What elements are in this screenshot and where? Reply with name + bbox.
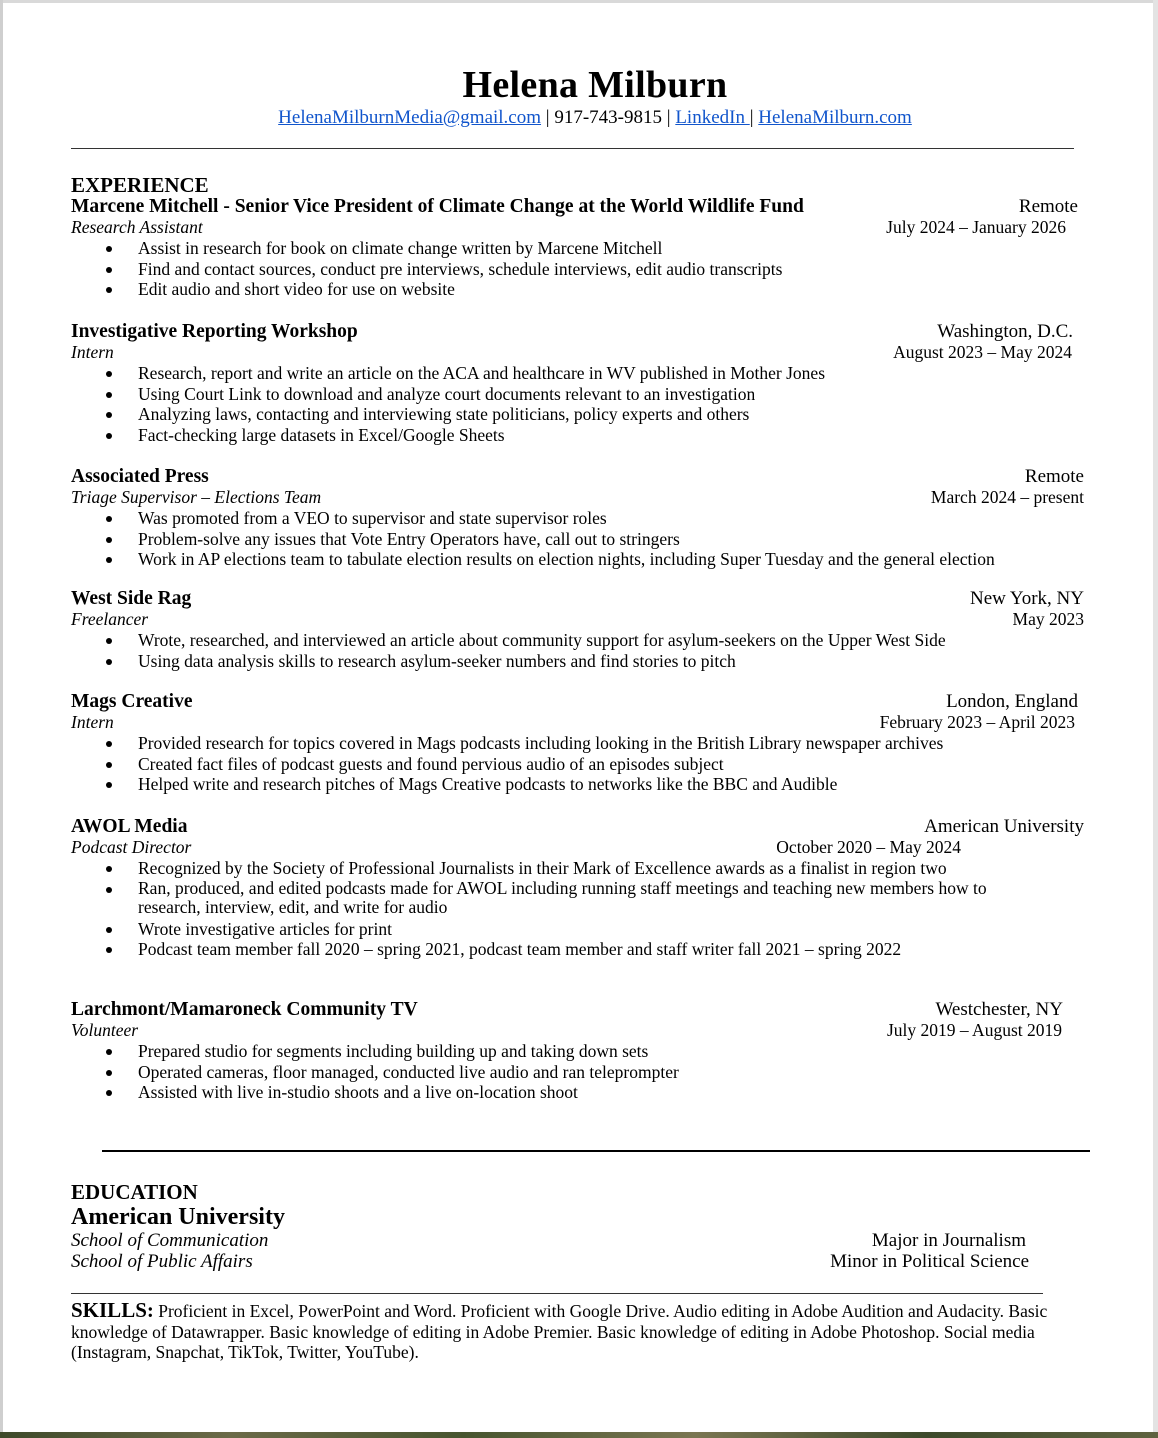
education-row bbox=[71, 1251, 1029, 1272]
job-location: American University bbox=[924, 816, 1084, 837]
job-bullets bbox=[71, 733, 1083, 795]
skills-section bbox=[71, 1300, 1071, 1363]
job-bullets bbox=[71, 1041, 1083, 1103]
list-item: Helped write and research pitches of Mags Creative podcasts to networks like the BBC and Audible bbox=[71, 774, 1083, 795]
job-dates: July 2019 – August 2019 bbox=[886, 1020, 1062, 1040]
job-bullets bbox=[71, 858, 1083, 960]
job-entry bbox=[71, 999, 1083, 1103]
list-item: Using Court Link to download and analyze court documents relevant to an investigation bbox=[71, 384, 1083, 405]
job-entry bbox=[71, 321, 1083, 446]
education-heading: EDUCATION bbox=[71, 1180, 198, 1204]
job-role: Volunteer bbox=[71, 1020, 139, 1040]
job-organization: West Side Rag bbox=[71, 588, 192, 609]
list-item: Recognized by the Society of Professional Journalists in their Mark of Excellence awards as a finalist in region two bbox=[71, 858, 1083, 879]
header-divider bbox=[71, 148, 1074, 149]
job-role: Freelancer bbox=[71, 609, 149, 629]
list-item: Wrote investigative articles for print bbox=[71, 919, 1083, 940]
contact-line bbox=[0, 106, 1158, 130]
list-item: Operated cameras, floor managed, conducted live audio and ran teleprompter bbox=[71, 1062, 1083, 1083]
resume-header bbox=[0, 62, 1158, 130]
list-item: Research, report and write an article on the ACA and healthcare in WV published in Mother Jones bbox=[71, 363, 1083, 384]
linkedin-link[interactable]: LinkedIn bbox=[675, 107, 750, 128]
page-edge bbox=[0, 0, 1158, 3]
list-item: Using data analysis skills to research asylum-seeker numbers and find stories to pitch bbox=[71, 651, 1083, 672]
list-item: Was promoted from a VEO to supervisor and state supervisor roles bbox=[71, 508, 1083, 529]
job-bullets bbox=[71, 630, 1083, 671]
job-entry bbox=[71, 466, 1083, 570]
job-dates: August 2023 – May 2024 bbox=[893, 342, 1072, 362]
list-item: Analyzing laws, contacting and interviewing state politicians, policy experts and others bbox=[71, 404, 1083, 425]
email-link[interactable]: HelenaMilburnMedia@gmail.com bbox=[278, 107, 542, 128]
skills-text: Proficient in Excel, PowerPoint and Word. Proficient with Google Drive. Audio editing in Adobe Audition and Audacity. Basic knowledge of Datawrapper. Basic knowledge of editing in Adobe Premier. Basic knowledge of editing in Adobe Photoshop. Social media (Instagram, Snapchat, TikTok, Twitter, YouTube). bbox=[71, 1301, 1048, 1362]
list-item: Podcast team member fall 2020 – spring 2021, podcast team member and staff writer fall 2021 – spring 2022 bbox=[71, 939, 1083, 960]
job-organization: AWOL Media bbox=[71, 816, 188, 837]
job-location: Washington, D.C. bbox=[937, 321, 1073, 342]
job-organization: Larchmont/Mamaroneck Community TV bbox=[71, 999, 418, 1020]
job-location: Remote bbox=[1018, 196, 1078, 217]
contact-separator: | bbox=[749, 107, 759, 128]
job-entry bbox=[71, 196, 1083, 300]
list-item: Created fact files of podcast guests and found pervious audio of an episodes subject bbox=[71, 754, 1083, 775]
contact-separator: | bbox=[662, 107, 676, 128]
education-degree: Minor in Political Science bbox=[830, 1251, 1029, 1272]
list-item: Assist in research for book on climate change written by Marcene Mitchell bbox=[71, 238, 1083, 259]
job-role: Intern bbox=[71, 712, 114, 732]
list-item: Fact-checking large datasets in Excel/Google Sheets bbox=[71, 425, 1083, 446]
list-item: Problem-solve any issues that Vote Entry Operators have, call out to stringers bbox=[71, 529, 1083, 550]
job-entry bbox=[71, 816, 1083, 960]
skills-label: SKILLS: bbox=[71, 1298, 154, 1322]
job-dates: February 2023 – April 2023 bbox=[879, 712, 1075, 732]
job-dates: March 2024 – present bbox=[930, 487, 1084, 507]
job-role: Podcast Director bbox=[71, 837, 192, 857]
job-organization: Investigative Reporting Workshop bbox=[71, 321, 358, 342]
job-location: London, England bbox=[946, 691, 1078, 712]
job-organization: Marcene Mitchell - Senior Vice President of Climate Change at the World Wildlife Fund bbox=[71, 196, 804, 217]
job-role: Intern bbox=[71, 342, 114, 362]
website-link[interactable]: HelenaMilburn.com bbox=[758, 107, 912, 128]
education-divider bbox=[71, 1293, 1043, 1294]
job-entry bbox=[71, 588, 1083, 671]
job-dates: October 2020 – May 2024 bbox=[776, 837, 961, 857]
education-row bbox=[71, 1230, 1026, 1251]
job-location: New York, NY bbox=[969, 588, 1084, 609]
experience-heading: EXPERIENCE bbox=[71, 173, 209, 197]
list-item: Provided research for topics covered in Mags podcasts including looking in the British Library newspaper archives bbox=[71, 733, 1083, 754]
list-item: Assisted with live in-studio shoots and a live on-location shoot bbox=[71, 1082, 1083, 1103]
job-bullets bbox=[71, 238, 1083, 300]
education-school-unit: School of Communication bbox=[71, 1230, 269, 1251]
list-item: Find and contact sources, conduct pre interviews, schedule interviews, edit audio transcripts bbox=[71, 259, 1083, 280]
job-bullets bbox=[71, 508, 1083, 570]
candidate-name: Helena Milburn bbox=[462, 64, 728, 106]
job-dates: May 2023 bbox=[1012, 609, 1084, 629]
job-organization: Associated Press bbox=[71, 466, 209, 487]
list-item: Ran, produced, and edited podcasts made for AWOL including running staff meetings and teaching new members how to research, interview, edit, and write for audio bbox=[71, 879, 1083, 919]
list-item: Work in AP elections team to tabulate election results on election nights, including Super Tuesday and the general election bbox=[71, 549, 1083, 570]
page-edge-left bbox=[0, 0, 3, 1438]
job-location: Westchester, NY bbox=[935, 999, 1063, 1020]
job-location: Remote bbox=[1024, 466, 1084, 487]
job-dates: July 2024 – January 2026 bbox=[886, 217, 1066, 237]
education-school-unit: School of Public Affairs bbox=[71, 1251, 253, 1272]
list-item: Edit audio and short video for use on website bbox=[71, 279, 1083, 300]
job-entry bbox=[71, 691, 1083, 795]
background-strip bbox=[0, 1432, 1158, 1438]
job-bullets bbox=[71, 363, 1083, 446]
education-school: American University bbox=[71, 1204, 285, 1230]
education-degree: Major in Journalism bbox=[871, 1230, 1026, 1251]
section-divider bbox=[102, 1150, 1090, 1152]
page-edge-right bbox=[1153, 0, 1158, 1438]
list-item: Wrote, researched, and interviewed an article about community support for asylum-seekers on the Upper West Side bbox=[71, 630, 1083, 651]
list-item: Prepared studio for segments including building up and taking down sets bbox=[71, 1041, 1083, 1062]
job-role: Triage Supervisor – Elections Team bbox=[71, 487, 322, 507]
job-role: Research Assistant bbox=[71, 217, 203, 237]
job-organization: Mags Creative bbox=[71, 691, 193, 712]
contact-separator: | bbox=[541, 107, 555, 128]
phone-number: 917-743-9815 bbox=[554, 107, 662, 128]
